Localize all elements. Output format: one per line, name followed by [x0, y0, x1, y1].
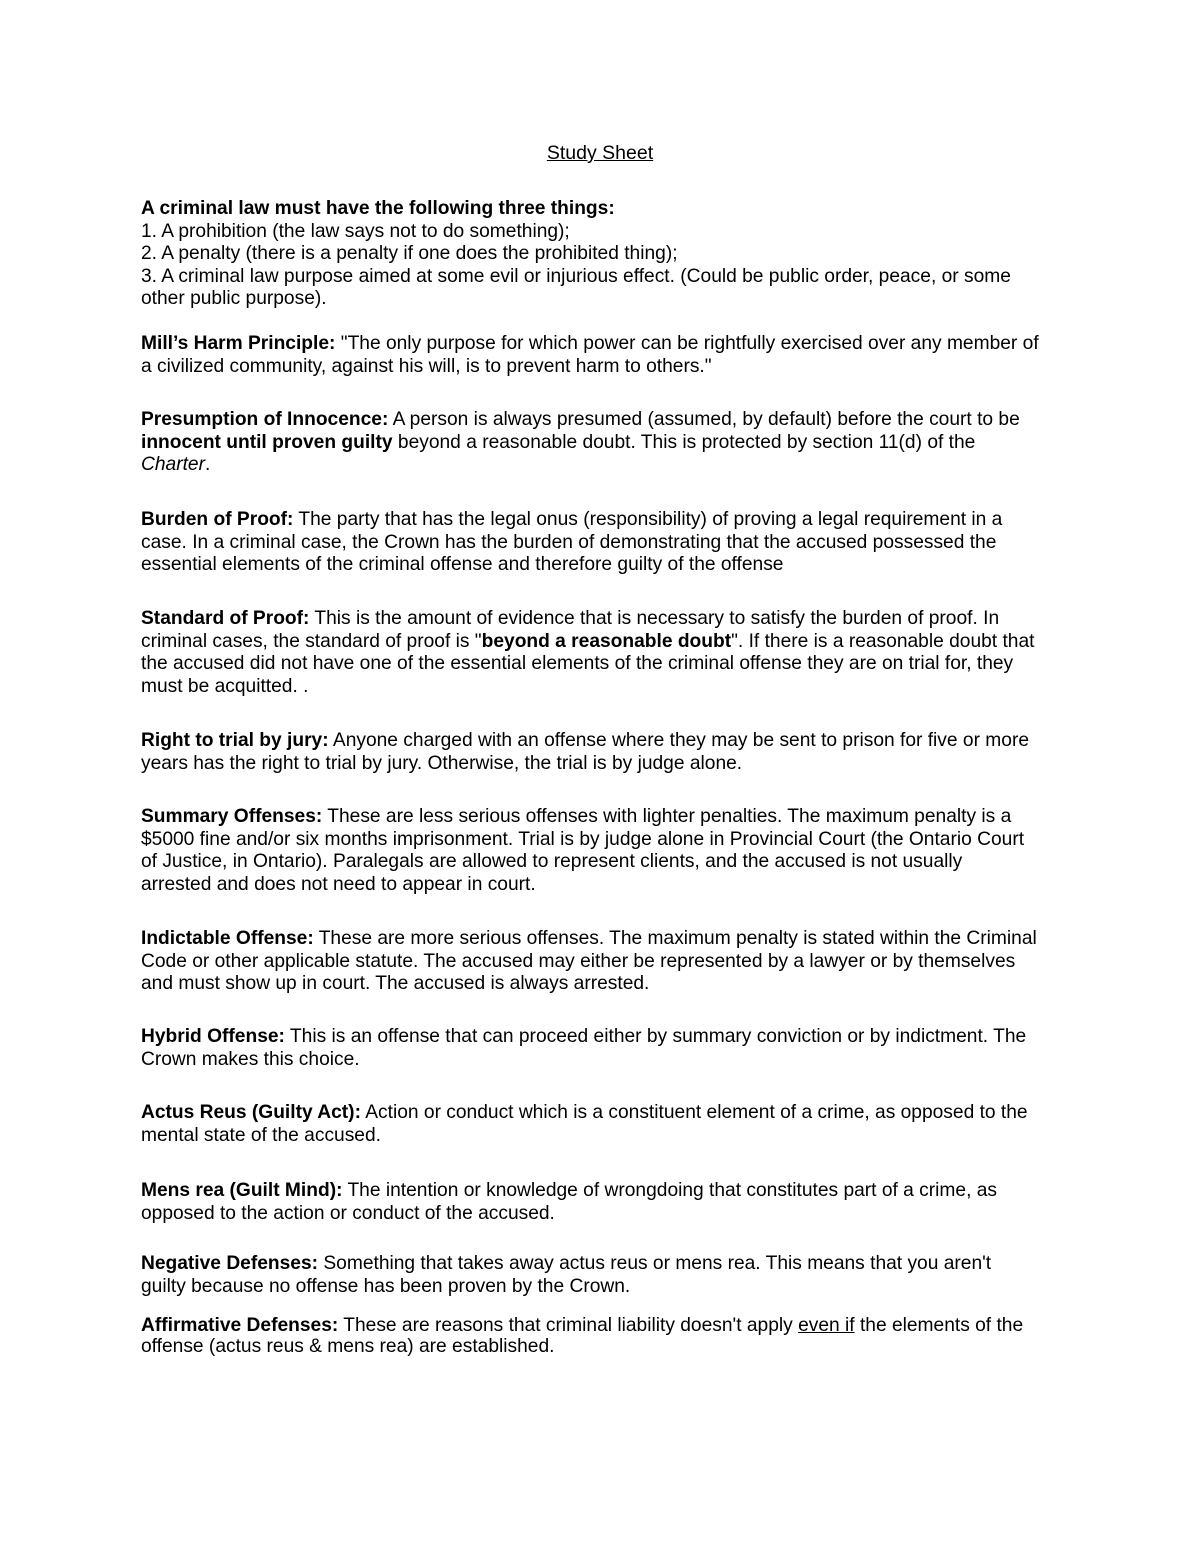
section-right-to-trial-by-jury	[141, 730, 1066, 775]
charter-reference: Charter	[141, 454, 205, 476]
section-hybrid-offense	[141, 1026, 1066, 1071]
page-title: Study Sheet	[546, 142, 654, 164]
definition-text: A person is always presumed (assumed, by default) before the court to be	[388, 409, 1020, 430]
definition-text: of Justice, in Ontario). Paralegals are allowed to represent clients, and the accused is not usually	[141, 851, 963, 873]
definition-text: a civilized community, against his will, is to prevent harm to others."	[141, 355, 712, 377]
requirements-heading: A criminal law must have the following three things:	[141, 198, 615, 219]
term-label: Actus Reus (Guilty Act):	[141, 1102, 361, 1123]
criminal-law-requirements	[141, 198, 1066, 311]
term-label: Presumption of Innocence:	[141, 409, 389, 430]
section-negative-defenses	[141, 1253, 1066, 1298]
section-affirmative-defenses	[141, 1316, 1066, 1357]
definition-text: guilty because no offense has been proven by the Crown.	[141, 1275, 631, 1297]
section-actus-reus	[141, 1102, 1066, 1147]
definition-text: This is an offense that can proceed either by summary conviction or by indictment. The	[284, 1026, 1027, 1047]
definition-text: Something that takes away actus reus or mens rea. This means that you aren't	[318, 1253, 992, 1274]
term-label: Affirmative Defenses:	[141, 1315, 339, 1336]
definition-text: the accused did not have one of the essential elements of the criminal offense they are on trial for, they	[141, 653, 1014, 675]
term-label: Standard of Proof:	[141, 608, 310, 629]
definition-text: and must show up in court. The accused is always arrested.	[141, 973, 650, 995]
definition-text: the elements of the	[854, 1315, 1024, 1336]
term-label: Indictable Offense:	[141, 928, 314, 949]
definition-text: Action or conduct which is a constituent element of a crime, as opposed to the	[360, 1102, 1028, 1123]
definition-text: offense (actus reus & mens rea) are established.	[141, 1335, 555, 1357]
term-label: Hybrid Offense:	[141, 1026, 285, 1047]
definition-text: essential elements of the criminal offense and therefore guilty of the offense	[141, 554, 784, 576]
section-summary-offenses	[141, 806, 1066, 896]
definition-text: case. In a criminal case, the Crown has the burden of demonstrating that the accused possessed the	[141, 531, 997, 553]
definition-text: beyond a reasonable doubt. This is protected by section 11(d) of the	[392, 431, 976, 453]
definition-text: must be acquitted. .	[141, 675, 309, 697]
requirement-item: 1. A prohibition (the law says not to do something);	[141, 220, 570, 242]
definition-text: mental state of the accused.	[141, 1124, 381, 1146]
section-mens-rea	[141, 1180, 1066, 1225]
definition-text: ". If there is a reasonable doubt that	[731, 630, 1035, 652]
section-burden-of-proof	[141, 509, 1066, 577]
definition-text: arrested and does not need to appear in court.	[141, 873, 536, 895]
requirement-item-continued: other public purpose).	[141, 288, 327, 310]
section-mills-harm-principle	[141, 333, 1066, 378]
definition-text: These are more serious offenses. The maximum penalty is stated within the Criminal	[313, 928, 1037, 949]
definition-text: Crown makes this choice.	[141, 1048, 360, 1070]
emphasis-text: innocent until proven guilty	[141, 431, 393, 453]
requirement-item: 3. A criminal law purpose aimed at some evil or injurious effect. (Could be public order, peace, or some	[141, 265, 1011, 287]
emphasis-text: beyond a reasonable doubt	[481, 630, 732, 652]
term-label: Mens rea (Guilt Mind):	[141, 1180, 343, 1201]
term-label: Negative Defenses:	[141, 1253, 319, 1274]
definition-text: criminal cases, the standard of proof is "	[141, 630, 482, 652]
definition-text: This is the amount of evidence that is necessary to satisfy the burden of proof. In	[309, 608, 1000, 629]
section-indictable-offense	[141, 928, 1066, 996]
section-presumption-of-innocence	[141, 409, 1066, 477]
term-label: Summary Offenses:	[141, 806, 323, 827]
definition-text: The intention or knowledge of wrongdoing that constitutes part of a crime, as	[342, 1180, 997, 1201]
definition-text: These are less serious offenses with lighter penalties. The maximum penalty is a	[322, 806, 1012, 827]
definition-text: "The only purpose for which power can be rightfully exercised over any member of	[335, 333, 1039, 354]
section-standard-of-proof	[141, 608, 1066, 698]
definition-text: .	[204, 454, 211, 476]
definition-text: These are reasons that criminal liability doesn't apply	[338, 1315, 799, 1336]
definition-text: years has the right to trial by jury. Otherwise, the trial is by judge alone.	[141, 752, 743, 774]
definition-text: Code or other applicable statute. The accused may either be represented by a lawyer or by themselves	[141, 950, 1016, 972]
definition-text: The party that has the legal onus (responsibility) of proving a legal requirement in a	[293, 509, 1003, 530]
term-label: Burden of Proof:	[141, 509, 294, 530]
underlined-emphasis: even if	[798, 1315, 855, 1336]
definition-text: Anyone charged with an offense where they may be sent to prison for five or more	[328, 730, 1030, 751]
term-label: Right to trial by jury:	[141, 730, 329, 751]
definition-text: $5000 fine and/or six months imprisonment. Trial is by judge alone in Provincial Court (the Ontario Court	[141, 828, 1025, 850]
term-label: Mill’s Harm Principle:	[141, 333, 336, 354]
requirement-item: 2. A penalty (there is a penalty if one does the prohibited thing);	[141, 243, 678, 265]
definition-text: opposed to the action or conduct of the accused.	[141, 1202, 555, 1224]
